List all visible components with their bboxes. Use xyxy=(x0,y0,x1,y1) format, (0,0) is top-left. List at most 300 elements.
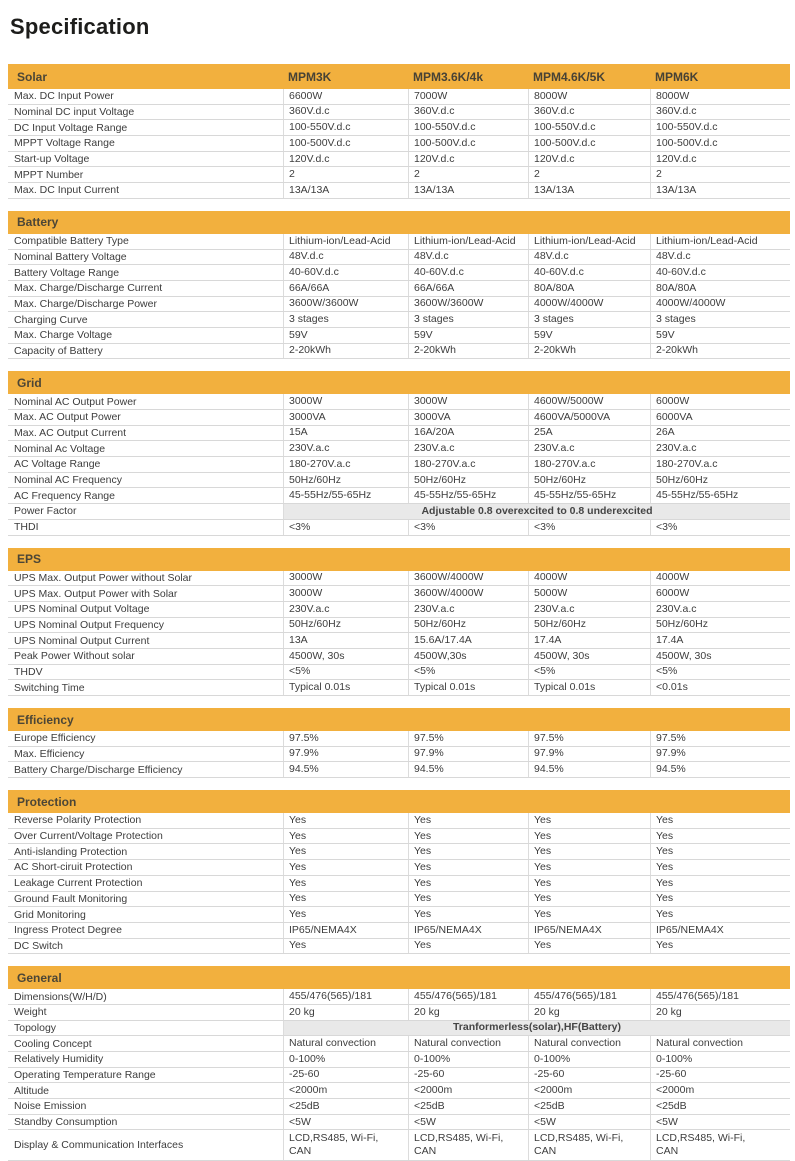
cell-value: Natural convection xyxy=(650,1036,790,1051)
row-label: Dimensions(W/H/D) xyxy=(14,990,107,1003)
section-band xyxy=(8,966,790,989)
cell-value: 45-55Hz/55-65Hz xyxy=(283,488,408,503)
cell-value: Yes xyxy=(650,892,790,907)
cell-value: Lithium-ion/Lead-Acid xyxy=(528,234,650,249)
row-label: Max. DC Input Power xyxy=(14,90,114,103)
cell-value: 25A xyxy=(528,426,650,441)
row-label: Peak Power Without solar xyxy=(14,650,135,663)
cell-value: Yes xyxy=(283,876,408,891)
cell-value: 97.9% xyxy=(528,747,650,762)
spec-row xyxy=(8,297,790,313)
cell-value: 2 xyxy=(408,167,528,182)
cell-value: 48V.d.c xyxy=(408,250,528,265)
spec-row xyxy=(8,167,790,183)
spec-row xyxy=(8,876,790,892)
cell-value: <3% xyxy=(283,520,408,535)
spec-row xyxy=(8,441,790,457)
cell-value: 6000VA xyxy=(650,410,790,425)
spec-row xyxy=(8,1005,790,1021)
row-label: Max. Charge/Discharge Power xyxy=(14,297,157,310)
cell-value: 4500W,30s xyxy=(408,649,528,664)
spec-row xyxy=(8,250,790,266)
cell-value: Yes xyxy=(408,876,528,891)
cell-value: 13A/13A xyxy=(408,183,528,198)
section-title: Protection xyxy=(17,794,77,809)
row-label: Ingress Protect Degree xyxy=(14,924,122,937)
cell-value: 94.5% xyxy=(650,762,790,777)
cell-value: <25dB xyxy=(650,1099,790,1114)
cell-value: 0-100% xyxy=(528,1052,650,1067)
cell-value: 4500W, 30s xyxy=(283,649,408,664)
cell-value: 48V.d.c xyxy=(528,250,650,265)
spec-row xyxy=(8,504,790,520)
cell-value: Yes xyxy=(528,829,650,844)
row-label: Max. DC Input Current xyxy=(14,184,120,197)
cell-value: Yes xyxy=(408,939,528,954)
cell-value: <2000m xyxy=(408,1083,528,1098)
row-label: AC Frequency Range xyxy=(14,489,115,502)
cell-value: 4600VA/5000VA xyxy=(528,410,650,425)
cell-value: 0-100% xyxy=(650,1052,790,1067)
cell-value: LCD,RS485, Wi-Fi, CAN xyxy=(283,1130,408,1159)
cell-value: 180-270V.a.c xyxy=(528,457,650,472)
cell-value: 80A/80A xyxy=(528,281,650,296)
row-label: UPS Nominal Output Frequency xyxy=(14,618,164,631)
cell-value: 0-100% xyxy=(283,1052,408,1067)
spec-row xyxy=(8,136,790,152)
row-label: Nominal AC Output Power xyxy=(14,395,137,408)
cell-value: 3 stages xyxy=(283,312,408,327)
section-general xyxy=(8,966,790,1161)
row-label: Topology xyxy=(14,1021,57,1034)
row-label: THDV xyxy=(14,665,43,678)
cell-value: -25-60 xyxy=(283,1068,408,1083)
cell-value: 3000W xyxy=(283,571,408,586)
cell-value: 4000W/4000W xyxy=(528,297,650,312)
cell-value: 180-270V.a.c xyxy=(283,457,408,472)
spec-row xyxy=(8,234,790,250)
spec-row xyxy=(8,120,790,136)
cell-value: 2-20kWh xyxy=(650,344,790,359)
cell-value: 3000W xyxy=(283,394,408,409)
cell-value: Natural convection xyxy=(283,1036,408,1051)
cell-value: Yes xyxy=(408,907,528,922)
cell-value: Yes xyxy=(408,829,528,844)
cell-value: 40-60V.d.c xyxy=(283,265,408,280)
cell-value: Typical 0.01s xyxy=(528,680,650,695)
cell-value: 360V.d.c xyxy=(408,105,528,120)
spec-row xyxy=(8,665,790,681)
spec-row xyxy=(8,344,790,360)
cell-value: <5W xyxy=(528,1115,650,1130)
row-label: Grid Monitoring xyxy=(14,908,86,921)
spec-row xyxy=(8,105,790,121)
section-band xyxy=(8,64,790,89)
cell-value: 3600W/3600W xyxy=(408,297,528,312)
spec-row xyxy=(8,1068,790,1084)
cell-value: LCD,RS485, Wi-Fi, CAN xyxy=(528,1130,650,1159)
column-header: MPM3.6K/4k xyxy=(413,69,484,84)
cell-value: <25dB xyxy=(283,1099,408,1114)
row-label: Start-up Voltage xyxy=(14,153,90,166)
cell-value: Yes xyxy=(650,860,790,875)
row-label: Anti-islanding Protection xyxy=(14,845,128,858)
row-label: THDI xyxy=(14,521,39,534)
cell-value: Yes xyxy=(528,813,650,828)
cell-value: 3 stages xyxy=(408,312,528,327)
cell-value: 59V xyxy=(650,328,790,343)
row-label: Nominal Battery Voltage xyxy=(14,250,127,263)
cell-value: 3 stages xyxy=(528,312,650,327)
cell-value: Yes xyxy=(283,844,408,859)
cell-value: 59V xyxy=(528,328,650,343)
cell-value: 4000W xyxy=(650,571,790,586)
cell-value: -25-60 xyxy=(528,1068,650,1083)
cell-value: 50Hz/60Hz xyxy=(283,473,408,488)
cell-value: 100-550V.d.c xyxy=(650,120,790,135)
spec-row xyxy=(8,1115,790,1131)
cell-value: 100-550V.d.c xyxy=(283,120,408,135)
spec-row xyxy=(8,680,790,696)
section-title: Battery xyxy=(17,215,59,230)
cell-value: 100-500V.d.c xyxy=(528,136,650,151)
section-title: Solar xyxy=(17,69,48,84)
spec-row xyxy=(8,394,790,410)
row-label: Altitude xyxy=(14,1084,50,1097)
spec-row xyxy=(8,762,790,778)
merged-value: Tranformerless(solar),HF(Battery) xyxy=(283,1021,790,1036)
section-title: Grid xyxy=(17,375,42,390)
cell-value: Yes xyxy=(283,813,408,828)
cell-value: 4000W/4000W xyxy=(650,297,790,312)
cell-value: Yes xyxy=(283,907,408,922)
row-label: Reverse Polarity Protection xyxy=(14,814,142,827)
cell-value: 50Hz/60Hz xyxy=(283,618,408,633)
spec-row xyxy=(8,265,790,281)
cell-value: 360V.d.c xyxy=(650,105,790,120)
spec-row xyxy=(8,602,790,618)
section-protection xyxy=(8,790,790,954)
spec-row xyxy=(8,747,790,763)
cell-value: 120V.d.c xyxy=(408,152,528,167)
cell-value: 8000W xyxy=(528,89,650,104)
spec-row xyxy=(8,183,790,199)
spec-row xyxy=(8,1052,790,1068)
cell-value: 50Hz/60Hz xyxy=(650,473,790,488)
row-label: Max. Charge Voltage xyxy=(14,329,113,342)
cell-value: Natural convection xyxy=(408,1036,528,1051)
cell-value: Yes xyxy=(283,939,408,954)
cell-value: 100-500V.d.c xyxy=(283,136,408,151)
row-label: Nominal DC input Voltage xyxy=(14,106,135,119)
cell-value: 20 kg xyxy=(283,1005,408,1020)
cell-value: 6000W xyxy=(650,394,790,409)
cell-value: LCD,RS485, Wi-Fi, CAN xyxy=(408,1130,528,1159)
row-label: DC Switch xyxy=(14,939,64,952)
section-battery xyxy=(8,211,790,360)
cell-value: 3000VA xyxy=(283,410,408,425)
row-label: Switching Time xyxy=(14,681,85,694)
cell-value: Lithium-ion/Lead-Acid xyxy=(283,234,408,249)
cell-value: 13A xyxy=(283,633,408,648)
cell-value: Yes xyxy=(650,939,790,954)
cell-value: 94.5% xyxy=(283,762,408,777)
spec-row xyxy=(8,457,790,473)
row-label: Charging Curve xyxy=(14,313,88,326)
spec-row xyxy=(8,571,790,587)
cell-value: 40-60V.d.c xyxy=(408,265,528,280)
cell-value: 13A/13A xyxy=(283,183,408,198)
row-label: Display & Communication Interfaces xyxy=(14,1139,184,1152)
cell-value: 59V xyxy=(283,328,408,343)
section-solar xyxy=(8,64,790,199)
spec-row xyxy=(8,328,790,344)
cell-value: IP65/NEMA4X xyxy=(650,923,790,938)
cell-value: 45-55Hz/55-65Hz xyxy=(650,488,790,503)
cell-value: Yes xyxy=(650,813,790,828)
cell-value: Yes xyxy=(528,876,650,891)
cell-value: Yes xyxy=(283,860,408,875)
cell-value: <3% xyxy=(408,520,528,535)
row-label: Nominal AC Frequency xyxy=(14,474,122,487)
cell-value: 97.5% xyxy=(528,731,650,746)
spec-row xyxy=(8,813,790,829)
cell-value: 100-500V.d.c xyxy=(408,136,528,151)
section-grid xyxy=(8,371,790,535)
spec-row xyxy=(8,1099,790,1115)
spec-row xyxy=(8,618,790,634)
cell-value: 97.5% xyxy=(650,731,790,746)
cell-value: 2-20kWh xyxy=(408,344,528,359)
cell-value: 180-270V.a.c xyxy=(650,457,790,472)
cell-value: Typical 0.01s xyxy=(408,680,528,695)
cell-value: 2 xyxy=(528,167,650,182)
spec-row xyxy=(8,1036,790,1052)
cell-value: <5% xyxy=(650,665,790,680)
cell-value: 3600W/3600W xyxy=(283,297,408,312)
column-header: MPM4.6K/5K xyxy=(533,69,606,84)
cell-value: IP65/NEMA4X xyxy=(528,923,650,938)
cell-value: 100-500V.d.c xyxy=(650,136,790,151)
spec-row xyxy=(8,1021,790,1037)
row-label: UPS Max. Output Power with Solar xyxy=(14,587,178,600)
spec-table xyxy=(8,64,790,1161)
cell-value: 17.4A xyxy=(528,633,650,648)
cell-value: 3 stages xyxy=(650,312,790,327)
row-label: AC Short-ciruit Protection xyxy=(14,861,133,874)
spec-row xyxy=(8,1130,790,1160)
cell-value: Lithium-ion/Lead-Acid xyxy=(650,234,790,249)
cell-value: <2000m xyxy=(650,1083,790,1098)
cell-value: 97.5% xyxy=(283,731,408,746)
cell-value: Yes xyxy=(408,813,528,828)
spec-row xyxy=(8,844,790,860)
cell-value: 455/476(565)/181 xyxy=(528,989,650,1004)
cell-value: <25dB xyxy=(528,1099,650,1114)
cell-value: 3600W/4000W xyxy=(408,586,528,601)
cell-value: Yes xyxy=(528,860,650,875)
cell-value: IP65/NEMA4X xyxy=(408,923,528,938)
cell-value: 20 kg xyxy=(650,1005,790,1020)
cell-value: Yes xyxy=(650,829,790,844)
section-eps xyxy=(8,548,790,697)
cell-value: <5W xyxy=(408,1115,528,1130)
cell-value: Yes xyxy=(528,907,650,922)
cell-value: 48V.d.c xyxy=(650,250,790,265)
cell-value: 455/476(565)/181 xyxy=(408,989,528,1004)
cell-value: <3% xyxy=(528,520,650,535)
cell-value: 4600W/5000W xyxy=(528,394,650,409)
cell-value: Yes xyxy=(528,892,650,907)
row-label: Max. AC Output Power xyxy=(14,411,121,424)
spec-row xyxy=(8,488,790,504)
cell-value: 2 xyxy=(283,167,408,182)
cell-value: 13A/13A xyxy=(528,183,650,198)
spec-row xyxy=(8,907,790,923)
cell-value: 120V.d.c xyxy=(650,152,790,167)
cell-value: Yes xyxy=(408,892,528,907)
cell-value: 2-20kWh xyxy=(528,344,650,359)
cell-value: 230V.a.c xyxy=(408,602,528,617)
cell-value: <3% xyxy=(650,520,790,535)
row-label: DC Input Voltage Range xyxy=(14,121,128,134)
row-label: Leakage Current Protection xyxy=(14,877,143,890)
cell-value: 4500W, 30s xyxy=(650,649,790,664)
cell-value: <5% xyxy=(528,665,650,680)
merged-value: Adjustable 0.8 overexcited to 0.8 underexcited xyxy=(283,504,790,519)
row-label: UPS Nominal Output Current xyxy=(14,634,150,647)
section-efficiency xyxy=(8,708,790,778)
row-label: Europe Efficiency xyxy=(14,732,96,745)
spec-row xyxy=(8,649,790,665)
row-label: Over Current/Voltage Protection xyxy=(14,830,163,843)
row-label: Relatively Humidity xyxy=(14,1053,104,1066)
section-title: EPS xyxy=(17,552,42,566)
cell-value: 45-55Hz/55-65Hz xyxy=(528,488,650,503)
cell-value: Yes xyxy=(650,907,790,922)
cell-value: Lithium-ion/Lead-Acid xyxy=(408,234,528,249)
cell-value: 80A/80A xyxy=(650,281,790,296)
cell-value: 100-550V.d.c xyxy=(408,120,528,135)
cell-value: -25-60 xyxy=(650,1068,790,1083)
cell-value: <0.01s xyxy=(650,680,790,695)
cell-value: 100-550V.d.c xyxy=(528,120,650,135)
spec-row xyxy=(8,473,790,489)
cell-value: 94.5% xyxy=(408,762,528,777)
section-band xyxy=(8,211,790,234)
row-label: Cooling Concept xyxy=(14,1037,92,1050)
cell-value: 2 xyxy=(650,167,790,182)
cell-value: 3600W/4000W xyxy=(408,571,528,586)
cell-value: 360V.d.c xyxy=(528,105,650,120)
spec-row xyxy=(8,152,790,168)
cell-value: <5W xyxy=(283,1115,408,1130)
row-label: MPPT Number xyxy=(14,168,84,181)
cell-value: <25dB xyxy=(408,1099,528,1114)
cell-value: <5% xyxy=(408,665,528,680)
cell-value: Yes xyxy=(408,844,528,859)
cell-value: LCD,RS485, Wi-Fi, CAN xyxy=(650,1130,790,1159)
cell-value: Yes xyxy=(528,939,650,954)
cell-value: 66A/66A xyxy=(283,281,408,296)
cell-value: 230V.a.c xyxy=(650,602,790,617)
cell-value: Yes xyxy=(528,844,650,859)
cell-value: Natural convection xyxy=(528,1036,650,1051)
spec-row xyxy=(8,989,790,1005)
cell-value: Yes xyxy=(650,876,790,891)
section-title: General xyxy=(17,970,62,985)
cell-value: 50Hz/60Hz xyxy=(408,473,528,488)
cell-value: 59V xyxy=(408,328,528,343)
cell-value: 16A/20A xyxy=(408,426,528,441)
section-band xyxy=(8,790,790,813)
column-header: MPM6K xyxy=(655,69,699,84)
cell-value: 230V.a.c xyxy=(408,441,528,456)
cell-value: 5000W xyxy=(528,586,650,601)
cell-value: 40-60V.d.c xyxy=(528,265,650,280)
cell-value: 180-270V.a.c xyxy=(408,457,528,472)
cell-value: 230V.a.c xyxy=(283,602,408,617)
cell-value: 97.9% xyxy=(283,747,408,762)
spec-row xyxy=(8,89,790,105)
spec-row xyxy=(8,892,790,908)
cell-value: 6600W xyxy=(283,89,408,104)
cell-value: 50Hz/60Hz xyxy=(528,618,650,633)
cell-value: IP65/NEMA4X xyxy=(283,923,408,938)
row-label: AC Voltage Range xyxy=(14,458,101,471)
cell-value: 66A/66A xyxy=(408,281,528,296)
row-label: UPS Nominal Output Voltage xyxy=(14,603,150,616)
cell-value: 230V.a.c xyxy=(650,441,790,456)
cell-value: 20 kg xyxy=(528,1005,650,1020)
section-band xyxy=(8,371,790,394)
cell-value: 3000VA xyxy=(408,410,528,425)
page-title: Specification xyxy=(10,14,150,39)
spec-row xyxy=(8,633,790,649)
cell-value: Yes xyxy=(408,860,528,875)
spec-row xyxy=(8,410,790,426)
spec-row xyxy=(8,426,790,442)
cell-value: 50Hz/60Hz xyxy=(650,618,790,633)
row-label: Max. AC Output Current xyxy=(14,427,127,440)
cell-value: 3000W xyxy=(283,586,408,601)
cell-value: 120V.d.c xyxy=(283,152,408,167)
cell-value: 13A/13A xyxy=(650,183,790,198)
spec-row xyxy=(8,586,790,602)
cell-value: 360V.d.c xyxy=(283,105,408,120)
cell-value: 15.6A/17.4A xyxy=(408,633,528,648)
cell-value: 2-20kWh xyxy=(283,344,408,359)
cell-value: 97.9% xyxy=(650,747,790,762)
row-label: Compatible Battery Type xyxy=(14,235,129,248)
cell-value: 45-55Hz/55-65Hz xyxy=(408,488,528,503)
spec-row xyxy=(8,829,790,845)
spec-row xyxy=(8,923,790,939)
cell-value: 7000W xyxy=(408,89,528,104)
section-band xyxy=(8,708,790,731)
cell-value: 230V.a.c xyxy=(528,602,650,617)
spec-row xyxy=(8,312,790,328)
cell-value: 17.4A xyxy=(650,633,790,648)
cell-value: 230V.a.c xyxy=(528,441,650,456)
row-label: Battery Voltage Range xyxy=(14,266,120,279)
cell-value: 97.9% xyxy=(408,747,528,762)
row-label: Power Factor xyxy=(14,505,77,518)
cell-value: <5% xyxy=(283,665,408,680)
row-label: Max. Charge/Discharge Current xyxy=(14,282,163,295)
row-label: Standby Consumption xyxy=(14,1116,118,1129)
cell-value: Typical 0.01s xyxy=(283,680,408,695)
